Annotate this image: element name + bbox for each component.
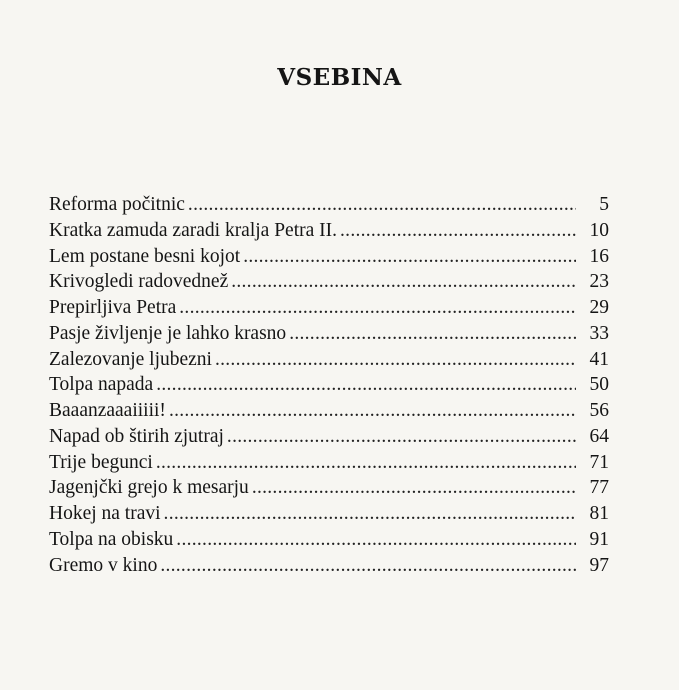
toc-entry-page: 10 [589,219,609,241]
toc-leader-dots [179,295,576,321]
toc-leader-dots [227,424,576,450]
toc-entry-title: Tolpa na obisku [49,528,174,550]
toc-entry-title: Reforma počitnic [49,194,185,215]
toc-leader-dots [252,475,576,501]
toc-leader-dots [164,501,576,527]
toc-entry-page: 71 [589,451,609,473]
toc-leader-dots [231,269,576,295]
toc-entry-page: 77 [589,477,609,499]
toc-entry [49,553,609,579]
toc-entry-title: Gremo v kino [49,554,158,576]
toc-entry-title: Baaanzaaaiiiii! [49,400,166,421]
toc-entry-page: 23 [589,271,609,293]
toc-leader-dots [215,347,576,373]
toc-entry [49,501,609,527]
toc-leader-dots [188,192,576,218]
toc-entry-page: 97 [589,554,609,576]
toc-entry-page: 41 [589,348,609,370]
toc-entry [49,347,609,373]
toc-entry-title: Krivogledi radovednež [49,271,229,293]
toc-entry-page: 91 [589,528,609,550]
toc-entry [49,295,609,321]
toc-entry [49,424,609,450]
toc-leader-dots [169,398,576,424]
toc-entry [49,218,609,244]
toc-leader-dots [289,321,576,347]
toc-leader-dots [243,244,576,270]
toc-entry-title: Zalezovanje ljubezni [49,348,212,370]
toc-entry [49,475,609,501]
toc-entry [49,398,609,424]
toc-leader-dots [156,450,576,476]
toc-entry-title: Pasje življenje je lahko krasno [49,322,287,344]
toc-entry [49,192,609,218]
toc-entry-page: 64 [589,425,609,447]
toc-entry [49,372,609,398]
toc-entry-title: Prepirljiva Petra [49,297,177,318]
toc-entry-title: Trije begunci [49,451,153,473]
toc-entry-page: 29 [589,297,609,318]
toc-entry-page: 33 [589,322,609,344]
toc-entry-page: 56 [589,400,609,421]
toc-entry [49,321,609,347]
toc-entry [49,244,609,270]
table-of-contents [49,192,609,578]
toc-entry-page: 81 [589,503,609,524]
toc-entry-title: Lem postane besni kojot [49,245,241,267]
toc-entry-title: Tolpa napada [49,374,154,396]
toc-entry-title: Jagenjčki grejo k mesarju [49,477,249,499]
toc-leader-dots [176,527,576,553]
toc-leader-dots [160,553,576,579]
toc-entry-title: Kratka zamuda zaradi kralja Petra II. [49,219,338,241]
toc-entry [49,269,609,295]
toc-entry-page: 5 [599,194,609,215]
toc-entry-page: 16 [589,245,609,267]
toc-leader-dots [156,372,576,398]
toc-entry [49,450,609,476]
page-title: VSEBINA [277,64,402,91]
toc-entry-title: Napad ob štirih zjutraj [49,425,224,447]
toc-leader-dots [340,218,576,244]
toc-entry [49,527,609,553]
toc-entry-title: Hokej na travi [49,503,161,524]
toc-entry-page: 50 [589,374,609,396]
